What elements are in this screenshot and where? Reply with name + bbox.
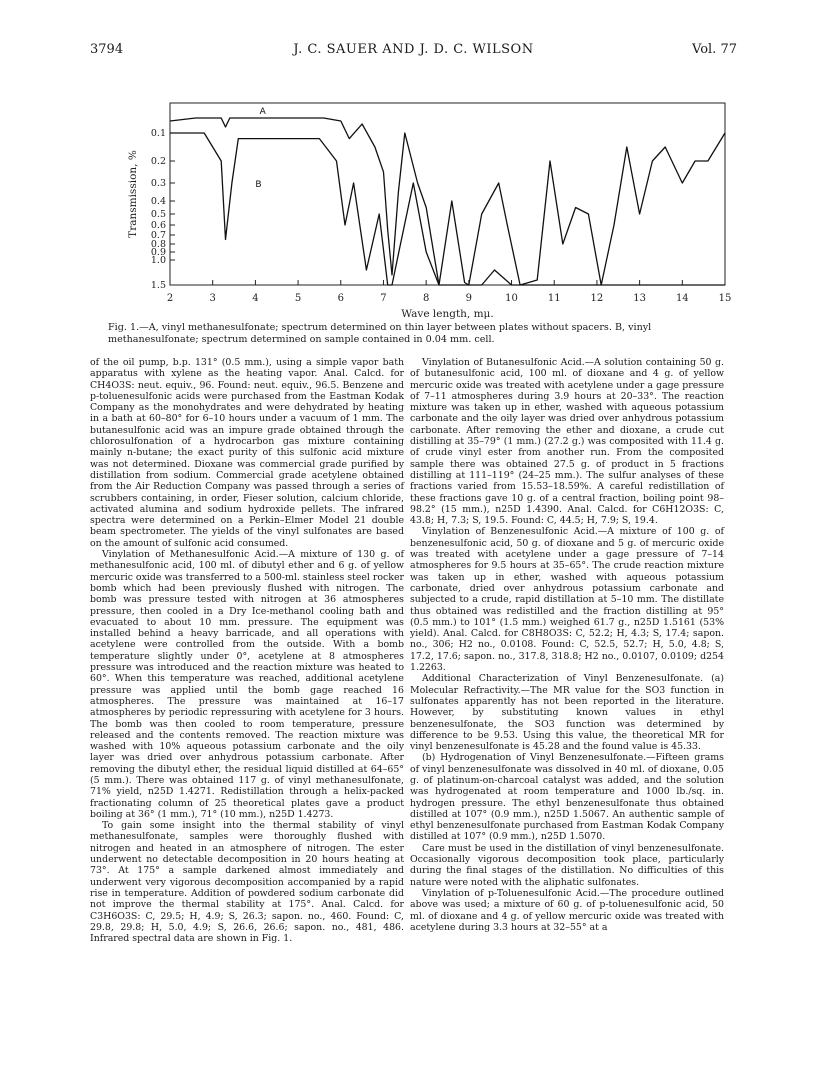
- volume-label: Vol. 77: [692, 42, 737, 57]
- x-tick-label: 12: [590, 293, 604, 304]
- series-label-B: B: [255, 180, 262, 190]
- paragraph: Vinylation of Butanesulfonic Acid.—A solution containing 50 g. of butanesulfonic acid, 100 ml. of dioxane and 4 g. of yellow mercuric oxide was treated with acetylene under a gage pressure of 7–11 atmospheres during 3.9 hours at 20–33°. The reaction mixture was taken up in ether, washed with aqueous potassium carbonate and the oily layer was dried over anhydrous potassium carbonate. After removing the ether and dioxane, a crude cut distilling at 35–79° (1 mm.) (27.2 g.) was composited with 11.4 g. of crude vinyl ester from another run. From the composited sample there was obtained 27.5 g. of product in 5 fractions distilling at 111–119° (24–25 mm.). The sulfur analyses of these fractions varied from 15.53–18.59%. A careful redistillation of these fractions gave 10 g. of a central fraction, boiling point 98–98.2° (15 mm.), n25D 1.4390. Anal. Calcd. for C6H12O3S: C, 43.8; H, 7.3; S, 19.5. Found: C, 44.5; H, 7.9; S, 19.4.: [410, 357, 724, 527]
- paragraph: of the oil pump, b.p. 131° (0.5 mm.), using a simple vapor bath apparatus with xylene as the heating vapor. Anal. Calcd. for CH4O3S: neut. equiv., 96. Found: neut. equiv., 96.5. Benzene and p-toluenesulfonic acids were purchased from the Eastman Kodak Company as the monohydrates and were dehydrated by heating in a bath at 60–80° for 6–10 hours under a vacuum of 1 mm. The butanesulfonic acid was an impure grade obtained through the chlorosulfonation of a hydrocarbon gas mixture containing mainly n-butane; the exact purity of this sulfonic acid mixture was not determined. Dioxane was commercial grade purified by distillation from sodium. Commercial grade acetylene obtained from the Air Reduction Company was passed through a series of scrubbers containing, in order, Fieser solution, calcium chloride, activated alumina and sodium hydroxide pellets. The infrared spectra were determined on a Perkin–Elmer Model 21 double beam spectrometer. The yields of the vinyl sulfonates are based on the amount of sulfonic acid consumed.: [90, 357, 404, 549]
- paragraph: Vinylation of p-Toluenesulfonic Acid.—The procedure outlined above was used; a mixture of 60 g. of p-toluenesulfonic acid, 50 ml. of dioxane and 4 g. of yellow mercuric oxide was treated with acetylene during 3.3 hours at 32–55° at a: [410, 887, 724, 933]
- x-tick-label: 13: [633, 293, 646, 304]
- y-tick-label: 0.4: [150, 196, 166, 207]
- x-tick-label: 2: [166, 293, 174, 304]
- x-tick-label: 6: [337, 293, 344, 304]
- y-tick-label: 0.2: [150, 156, 166, 167]
- series-label-A: A: [259, 107, 266, 117]
- y-tick-label: 0.5: [150, 209, 166, 220]
- figure-caption: Fig. 1.—A, vinyl methanesulfonate; spectrum determined on thin layer between plates without spacers. B, vinyl methanesulfonate; spectrum determined on sample contained in 0.04 mm. cell.: [108, 322, 652, 345]
- x-tick-label: 4: [252, 293, 259, 304]
- series-line-A: [170, 118, 725, 285]
- paragraph: Vinylation of Benzenesulfonic Acid.—A mixture of 100 g. of benzenesulfonic acid, 50 g. of dioxane and 5 g. of mercuric oxide was treated with acetylene under a gage pressure of 7–14 atmospheres for 9.5 hours at 35–65°. The crude reaction mixture was taken up in ether, washed with aqueous potassium carbonate, dried over anhydrous potassium carbonate and subjected to a crude, rapid distillation at 5–10 mm. The distillate thus obtained was redistilled and the fraction distilling at 95° (0.5 mm.) to 101° (1.5 mm.) weighed 61.7 g., n25D 1.5161 (53% yield). Anal. Calcd. for C8H8O3S: C, 52.2; H, 4.3; S, 17.4; sapon. no., 306; H2 no., 0.0108. Found: C, 52.5, 52.7; H, 5.0, 4.8; S, 17.2, 17.6; sapon. no., 317.8, 318.8; H2 no., 0.0107, 0.0109; d254 1.2263.: [410, 526, 724, 674]
- paragraph: Vinylation of Methanesulfonic Acid.—A mixture of 130 g. of methanesulfonic acid, 100 ml. of dibutyl ether and 6 g. of yellow mercuric oxide was transferred to a 500-ml. stainless steel rocker bomb which had been previously flushed with nitrogen. The bomb was pressure tested with nitrogen at 36 atmospheres pressure, then cooled in a Dry Ice-methanol cooling bath and evacuated to about 10 mm. pressure. The equipment was installed behind a heavy barricade, and all operations with acetylene were controlled from the outside. With a bomb temperature slightly under 0°, acetylene at 8 atmospheres pressure was introduced and the reaction mixture was heated to 60°. When this temperature was reached, additional acetylene pressure was applied until the bomb gage reached 16 atmospheres. The pressure was maintained at 16–17 atmospheres by periodic repressuring with acetylene for 3 hours. The bomb was then cooled to room temperature, pressure released and the contents removed. The reaction mixture was washed with 10% aqueous potassium carbonate and the oily layer was dried over anhydrous potassium carbonate. After removing the dibutyl ether, the residual liquid distilled at 64–65° (5 mm.). There was obtained 117 g. of vinyl methanesulfonate, 71% yield, n25D 1.4271. Redistillation through a helix-packed fractionating column of 25 theoretical plates gave a product boiling at 36° (1 mm.), 71° (10 mm.), n25D 1.4273.: [90, 549, 404, 820]
- y-tick-label: 0.1: [150, 128, 166, 139]
- x-tick-label: 10: [505, 293, 518, 304]
- x-tick-label: 11: [547, 293, 561, 304]
- y-tick-label: 0.9: [150, 247, 166, 258]
- y-tick-label: 0.8: [150, 239, 166, 250]
- x-tick-label: 8: [422, 293, 430, 304]
- right-column: [410, 357, 724, 933]
- page-number: 3794: [90, 42, 124, 57]
- y-tick-label: 1.5: [150, 280, 166, 291]
- x-tick-label: 7: [380, 293, 387, 304]
- x-tick-label: 14: [675, 293, 689, 304]
- y-tick-label: 0.3: [150, 178, 166, 189]
- paragraph: (b) Hydrogenation of Vinyl Benzenesulfonate.—Fifteen grams of vinyl benzenesulfonate was dissolved in 40 ml. of dioxane, 0.05 g. of platinum-on-charcoal catalyst was added, and the solution was hydrogenated at room temperature and 1000 lb./sq. in. hydrogen pressure. The ethyl benzenesulfonate thus obtained distilled at 107° (0.9 mm.), n25D 1.5067. An authentic sample of ethyl benzenesulfonate purchased from Eastman Kodak Company distilled at 107° (0.9 mm.), n25D 1.5070.: [410, 752, 724, 843]
- page-header: [90, 42, 737, 62]
- paragraph: Additional Characterization of Vinyl Benzenesulfonate. (a) Molecular Refractivity.—The MR value for the SO3 function in sulfonates apparently has not been reported in the literature. However, by substituting known values in ethyl benzenesulfonate, the SO3 function was determined by difference to be 9.53. Using this value, the theoretical MR for vinyl benzenesulfonate is 45.28 and the found value is 45.33.: [410, 673, 724, 753]
- x-axis-label: Wave length, mμ.: [401, 308, 494, 320]
- ir-spectrum-chart: [90, 75, 740, 335]
- plot-frame: [170, 103, 725, 285]
- x-tick-label: 3: [209, 293, 216, 304]
- left-column: [90, 357, 404, 944]
- y-tick-label: 1.0: [150, 255, 166, 266]
- x-tick-label: 5: [294, 293, 302, 304]
- x-tick-label: 9: [465, 293, 473, 304]
- running-title: J. C. SAUER AND J. D. C. WILSON: [293, 42, 534, 57]
- y-axis-label: Transmission, %: [127, 150, 139, 238]
- series-line-B: [170, 133, 725, 285]
- y-tick-label: 0.6: [150, 220, 166, 231]
- paragraph: To gain some insight into the thermal stability of vinyl methanesulfonate, samples were thoroughly flushed with nitrogen and heated in an atmosphere of nitrogen. The ester underwent no detectable decomposition in 20 hours heating at 73°. At 175° a sample darkened almost immediately and underwent very vigorous decomposition accompanied by a rapid rise in temperature. Addition of powdered sodium carbonate did not improve the thermal stability at 175°. Anal. Calcd. for C3H6O3S: C, 29.5; H, 4.9; S, 26.3; sapon. no., 460. Found: C, 29.8, 29.8; H, 5.0, 4.9; S, 26.6, 26.6; sapon. no., 481, 486. Infrared spectral data are shown in Fig. 1.: [90, 820, 404, 945]
- x-tick-label: 15: [718, 293, 732, 304]
- paragraph: Care must be used in the distillation of vinyl benzenesulfonate. Occasionally vigorous decomposition took place, particularly during the final stages of the distillation. No difficulties of this nature were noted with the aliphatic sulfonates.: [410, 842, 724, 888]
- y-tick-label: 0.7: [150, 230, 166, 241]
